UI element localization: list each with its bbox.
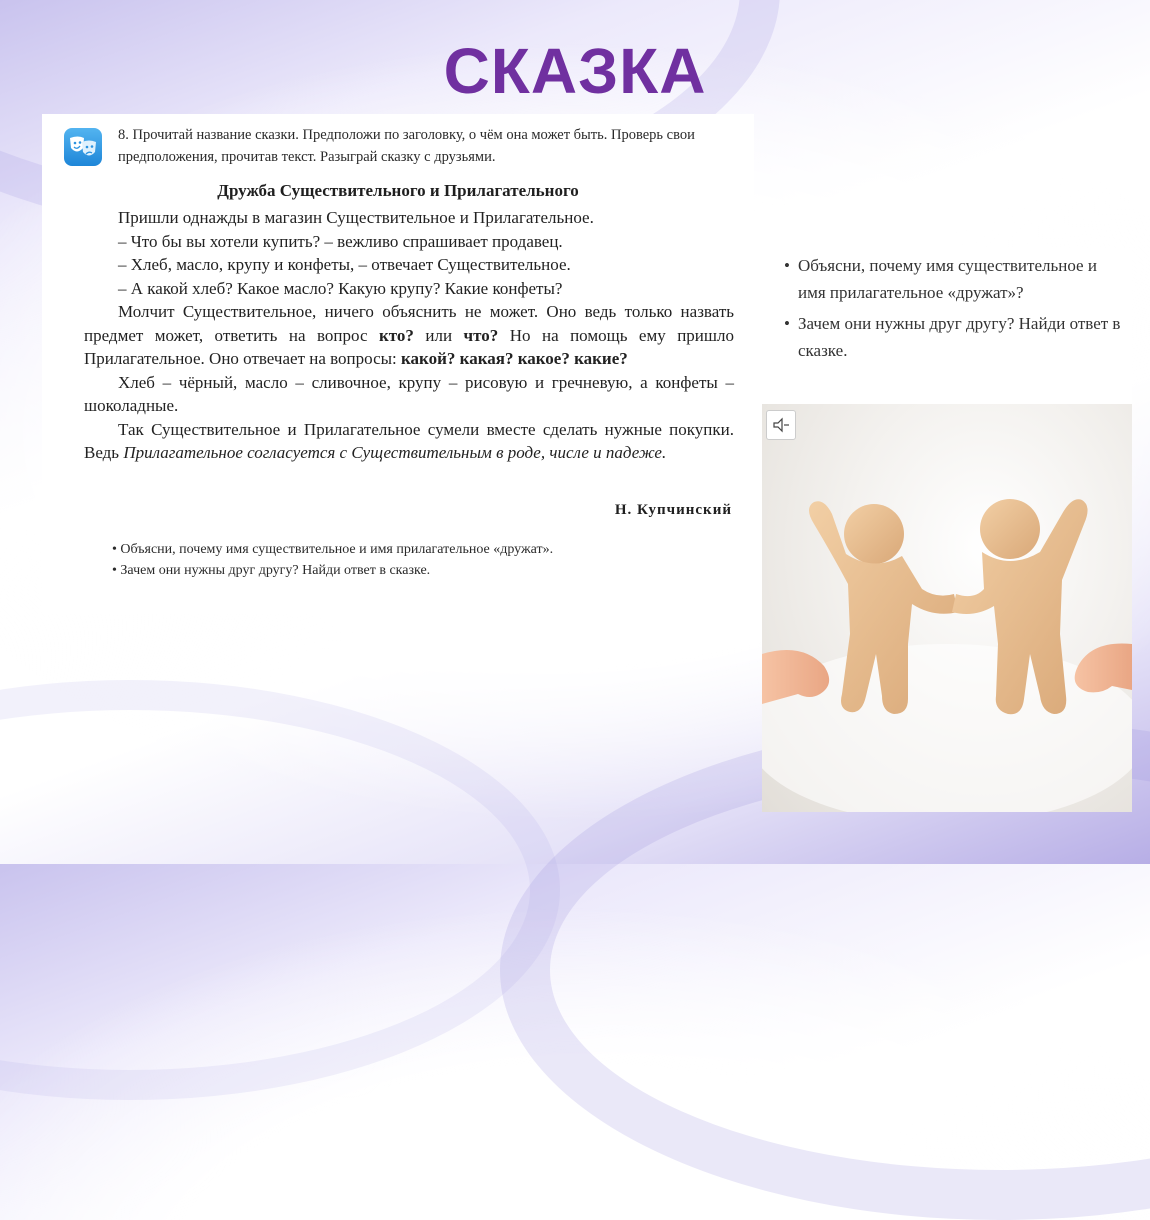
question-list: [112, 539, 742, 581]
list-item: • Объясни, почему имя существительное и имя прилагательное «дружат»?: [798, 252, 1122, 306]
background-swirl: [0, 680, 560, 1100]
story-paragraph: – Что бы вы хотели купить? – вежливо спрашивает продавец.: [118, 231, 563, 251]
textbook-page: [42, 114, 754, 614]
story-paragraph: Пришли однажды в магазин Существительное и Прилагательное.: [118, 208, 594, 227]
story-paragraph: – А какой хлеб? Какое масло? Какую крупу? Какие конфеты?: [118, 278, 563, 298]
list-item: • Объясни, почему имя существительное и имя прилагательное «дружат».: [112, 539, 742, 560]
story-paragraph: Так Существительное и Прилагательное сумели вместе сделать нужные покупки. Ведь Прилагательное согласуется с Существительным в роде, числе и падеже.: [84, 419, 734, 462]
paper-figures-illustration: [762, 404, 1132, 812]
story-paragraph: Хлеб – чёрный, масло – сливочное, крупу – рисовую и гречневую, а конфеты – шоколадные.: [84, 372, 734, 415]
speaker-icon[interactable]: [766, 410, 796, 440]
side-questions: [780, 248, 1132, 404]
paper-figures-photo: [762, 404, 1132, 812]
story-title: Дружба Существительного и Прилагательного: [217, 181, 579, 200]
slide-title: СКАЗКА: [443, 35, 707, 107]
story-author: Н. Купчинский: [614, 502, 732, 518]
list-item: • Зачем они нужны друг другу? Найди ответ в сказке.: [112, 560, 742, 581]
task-text: 8. Прочитай название сказки. Предположи по заголовку, о чём она может быть. Проверь свои предположения, прочитав текст. Разыграй сказку с друзьями.: [118, 127, 695, 165]
story-paragraph: Молчит Существительное, ничего объяснить не может. Оно ведь только назвать предмет может, ответить на вопрос кто? или что? Но на помощь ему пришло Прилагательное. Оно отвечает на вопросы: какой? какая? какое? какие?: [84, 302, 734, 368]
list-item: • Зачем они нужны друг другу? Найди ответ в сказке.: [798, 310, 1122, 364]
story-text: [84, 206, 734, 465]
story-paragraph: – Хлеб, масло, крупу и конфеты, – отвечает Существительное.: [118, 255, 571, 274]
theater-masks-icon: [64, 128, 102, 166]
